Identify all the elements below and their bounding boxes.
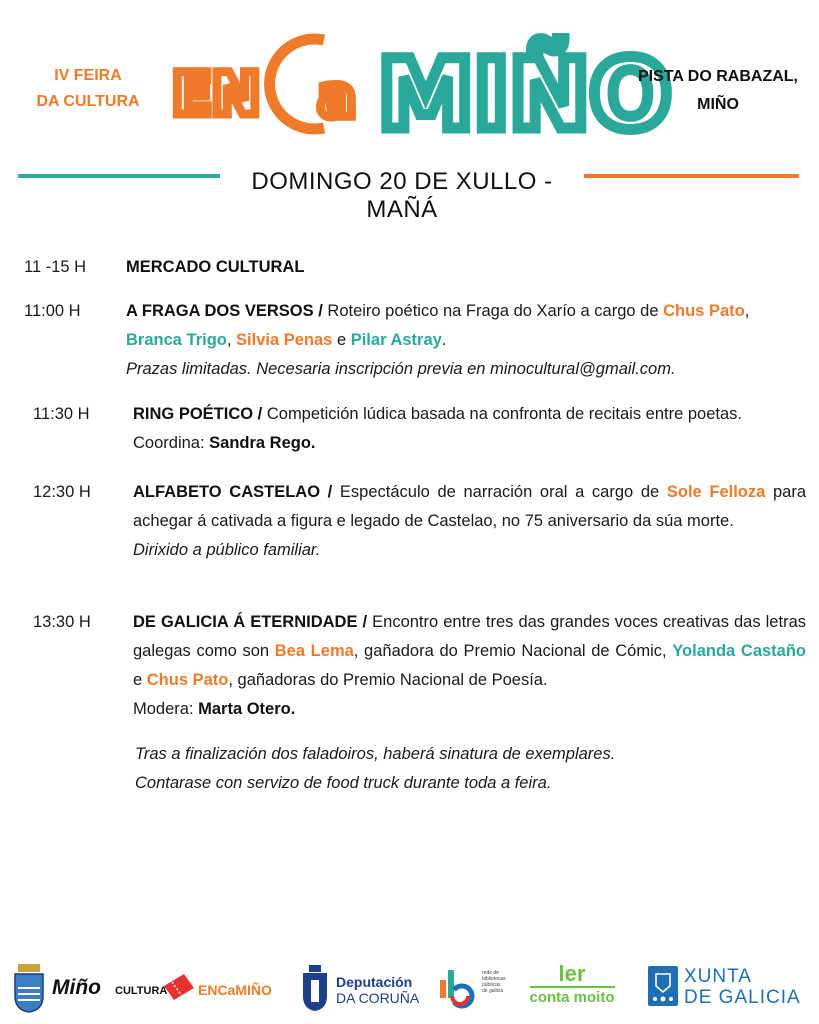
separator: .	[441, 331, 447, 349]
event-title-text: ALFABETO CASTELAO /	[133, 483, 333, 501]
event-note: Prazas limitadas. Necesaria inscripción previa en minocultural@gmail.com.	[126, 360, 676, 378]
separator: e	[133, 671, 147, 689]
xunta-flag-icon	[648, 966, 678, 1011]
venue-line2: MIÑO	[697, 96, 739, 113]
svg-text:MIÑO: MIÑO	[378, 39, 672, 151]
fair-edition	[18, 63, 158, 115]
moderator-label: Modera:	[133, 700, 199, 718]
fair-edition-line2: DA CULTURA	[36, 93, 140, 110]
date-title: DOMINGO 20 DE XULLO - MAÑÁ	[251, 168, 553, 223]
event-description	[133, 400, 809, 458]
event-text: , gañadora do Premio Nacional de Cómic,	[353, 642, 673, 660]
deputacion-logo-text	[336, 974, 419, 1006]
encamino-small-logo: ENCaMIÑO	[198, 982, 272, 998]
participant-name: Yolanda Castaño	[672, 642, 806, 660]
participant-name: Pilar Astray	[350, 331, 442, 349]
event-title-text: MERCADO CULTURAL	[126, 258, 305, 276]
date-line-right	[584, 174, 799, 178]
deputacion-shield-icon	[300, 964, 330, 1017]
ler-conta-moito-logo	[520, 962, 624, 1007]
closing-note: Contarase con servizo de food truck durante toda a feira.	[135, 774, 552, 792]
separator: ,	[744, 302, 750, 320]
event-text: para achegar á cativada a figura e legado de Castelao, no 75 aniversario da súa morte.	[133, 483, 806, 530]
separator: e	[332, 331, 351, 349]
svg-text:EN: EN	[172, 60, 261, 128]
participant-name: Branca Trigo	[126, 331, 227, 349]
closing-notes	[135, 740, 795, 798]
participant-name: Silvia Penas	[236, 331, 333, 349]
sponsor-logos	[0, 950, 819, 1020]
participant-name: Bea Lema	[274, 642, 354, 660]
event-text: Roteiro poético na Fraga do Xarío a cargo de	[322, 302, 664, 320]
xunta-line2: DE GALICIA	[684, 987, 801, 1008]
svg-text:a: a	[318, 65, 356, 130]
encamino-logo	[168, 10, 672, 151]
event-note: Dirixido a público familiar.	[133, 541, 321, 559]
rede-bibliotecas-icon	[436, 964, 480, 1013]
mino-logo-text: Miño	[52, 976, 101, 999]
event-title	[126, 253, 304, 282]
mino-coat-of-arms-icon	[12, 962, 46, 1019]
cultura-logo-text: CULTURA	[115, 985, 168, 997]
event-title-text: RING POÉTICO /	[133, 405, 263, 423]
coordinator-name: Sandra Rego.	[209, 434, 316, 452]
event-time: 11:00 H	[24, 302, 81, 320]
event-text: , gañadoras do Premio Nacional de Poesía.	[228, 671, 548, 689]
deputacion-line1: Deputación	[336, 974, 413, 990]
event-text: Espectáculo de narración oral a cargo de	[332, 483, 667, 501]
coordinator-label: Coordina:	[133, 434, 210, 452]
event-text: Encontro entre tres das grandes voces creativas das letras galegas como son	[133, 613, 806, 660]
rede-bibliotecas-text: rede de bibliotecas públicas de galicia	[482, 970, 506, 994]
moderator-name: Marta Otero.	[198, 700, 296, 718]
event-time: 13:30 H	[33, 613, 91, 631]
event-time: 11:30 H	[33, 405, 90, 423]
participant-name: Sole Felloza	[666, 483, 766, 501]
event-text: Competición lúdica basada na confronta de recitais entre poetas.	[262, 405, 742, 423]
venue	[628, 63, 808, 119]
venue-line1: PISTA DO RABAZAL,	[638, 68, 798, 85]
ticket-icon	[160, 972, 198, 1007]
xunta-logo-text	[684, 966, 801, 1008]
event-description	[133, 608, 806, 724]
participant-name: Chus Pato	[146, 671, 229, 689]
event-time: 12:30 H	[33, 483, 91, 501]
participant-name: Chus Pato	[663, 302, 745, 320]
event-time: 11 -15 H	[24, 258, 87, 276]
conta-moito-text: conta moito	[530, 986, 615, 1007]
date-line-left	[18, 174, 220, 178]
event-description	[133, 478, 806, 565]
ler-text: ler	[558, 961, 586, 986]
separator: ,	[226, 331, 237, 349]
closing-note: Tras a finalización dos faladoiros, haberá sinatura de exemplares.	[135, 745, 616, 763]
event-description	[126, 297, 802, 384]
fair-edition-line1: IV FEIRA	[54, 67, 122, 84]
event-title-text: DE GALICIA Á ETERNIDADE /	[133, 613, 368, 631]
deputacion-line2: DA CORUÑA	[336, 990, 420, 1006]
event-title-text: A FRAGA DOS VERSOS /	[126, 302, 323, 320]
xunta-line1: XUNTA	[684, 966, 752, 987]
